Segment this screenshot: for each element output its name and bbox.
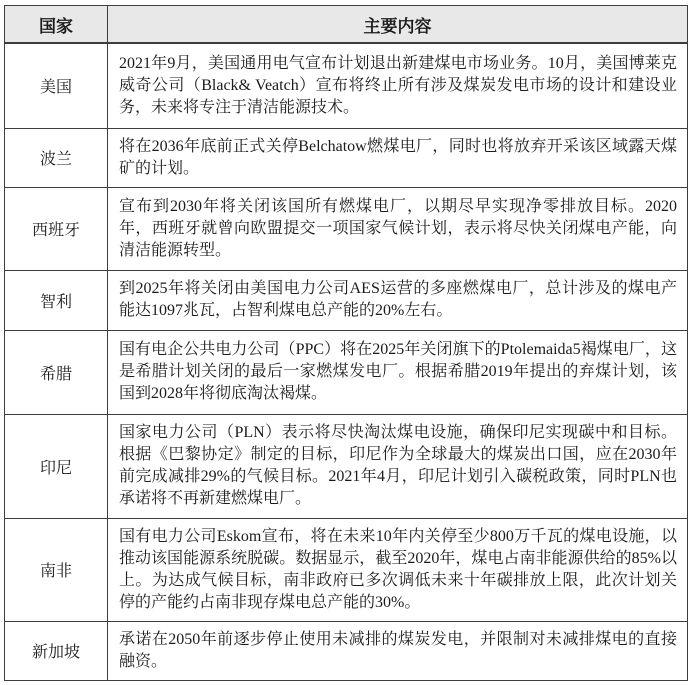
country-cell: 波兰 xyxy=(5,128,108,187)
country-cell: 智利 xyxy=(5,270,108,330)
header-country: 国家 xyxy=(5,6,108,44)
country-cell: 希腊 xyxy=(5,330,108,414)
table-row xyxy=(5,187,688,270)
content-cell: 承诺在2050年前逐步停止使用未减排的煤炭发电，并限制对未减排煤电的直接融资。 xyxy=(108,621,688,680)
content-cell: 国家电力公司（PLN）表示将尽快淘汰煤电设施，确保印尼实现碳中和目标。根据《巴黎协定》制定的目标，印尼作为全球最大的煤炭出口国，应在2030年前完成减排29%的气候目标。2021年4月，印尼计划引入碳税政策，同时PLN也承诺将不再新建燃煤电厂。 xyxy=(108,414,688,518)
country-cell: 美国 xyxy=(5,43,108,128)
content-cell: 国有电力公司Eskom宣布，将在未来10年内关停至少800万千瓦的煤电设施，以推动该国能源系统脱碳。数据显示，截至2020年，煤电占南非能源供给的85%以上。为达成气候目标，南非政府已多次调低未来十年碳排放上限，此次计划关停的产能约占南非现存煤电总产能的30%。 xyxy=(108,518,688,621)
header-row xyxy=(5,6,688,44)
header-main-content: 主要内容 xyxy=(108,6,688,44)
content-cell: 2021年9月，美国通用电气宣布计划退出新建煤电市场业务。10月，美国博莱克威奇公司（Black& Veatch）宣布将终止所有涉及煤炭发电市场的设计和建设业务，未来将专注于清洁能源技术。 xyxy=(108,43,688,128)
country-cell: 新加坡 xyxy=(5,621,108,680)
table-row xyxy=(5,330,688,414)
table-row xyxy=(5,128,688,187)
table-row xyxy=(5,43,688,128)
country-coal-policy-table xyxy=(4,5,688,681)
table-row xyxy=(5,621,688,680)
country-cell: 印尼 xyxy=(5,414,108,518)
table-header xyxy=(5,6,688,44)
content-cell: 将在2036年底前正式关停Belchatow燃煤电厂，同时也将放弃开采该区域露天煤矿的计划。 xyxy=(108,128,688,187)
table-body xyxy=(5,43,688,680)
country-cell: 西班牙 xyxy=(5,187,108,270)
table-row xyxy=(5,270,688,330)
country-cell: 南非 xyxy=(5,518,108,621)
content-cell: 到2025年将关闭由美国电力公司AES运营的多座燃煤电厂，总计涉及的煤电产能达1097兆瓦，占智利煤电总产能的20%左右。 xyxy=(108,270,688,330)
table-row xyxy=(5,518,688,621)
content-cell: 宣布到2030年将关闭该国所有燃煤电厂，以期尽早实现净零排放目标。2020年，西班牙就曾向欧盟提交一项国家气候计划，表示将尽快关闭煤电产能，向清洁能源转型。 xyxy=(108,187,688,270)
content-cell: 国有电企公共电力公司（PPC）将在2025年关闭旗下的Ptolemaida5褐煤电厂，这是希腊计划关闭的最后一家燃煤发电厂。根据希腊2019年提出的弃煤计划，该国到2028年将彻底淘汰褐煤。 xyxy=(108,330,688,414)
table-row xyxy=(5,414,688,518)
